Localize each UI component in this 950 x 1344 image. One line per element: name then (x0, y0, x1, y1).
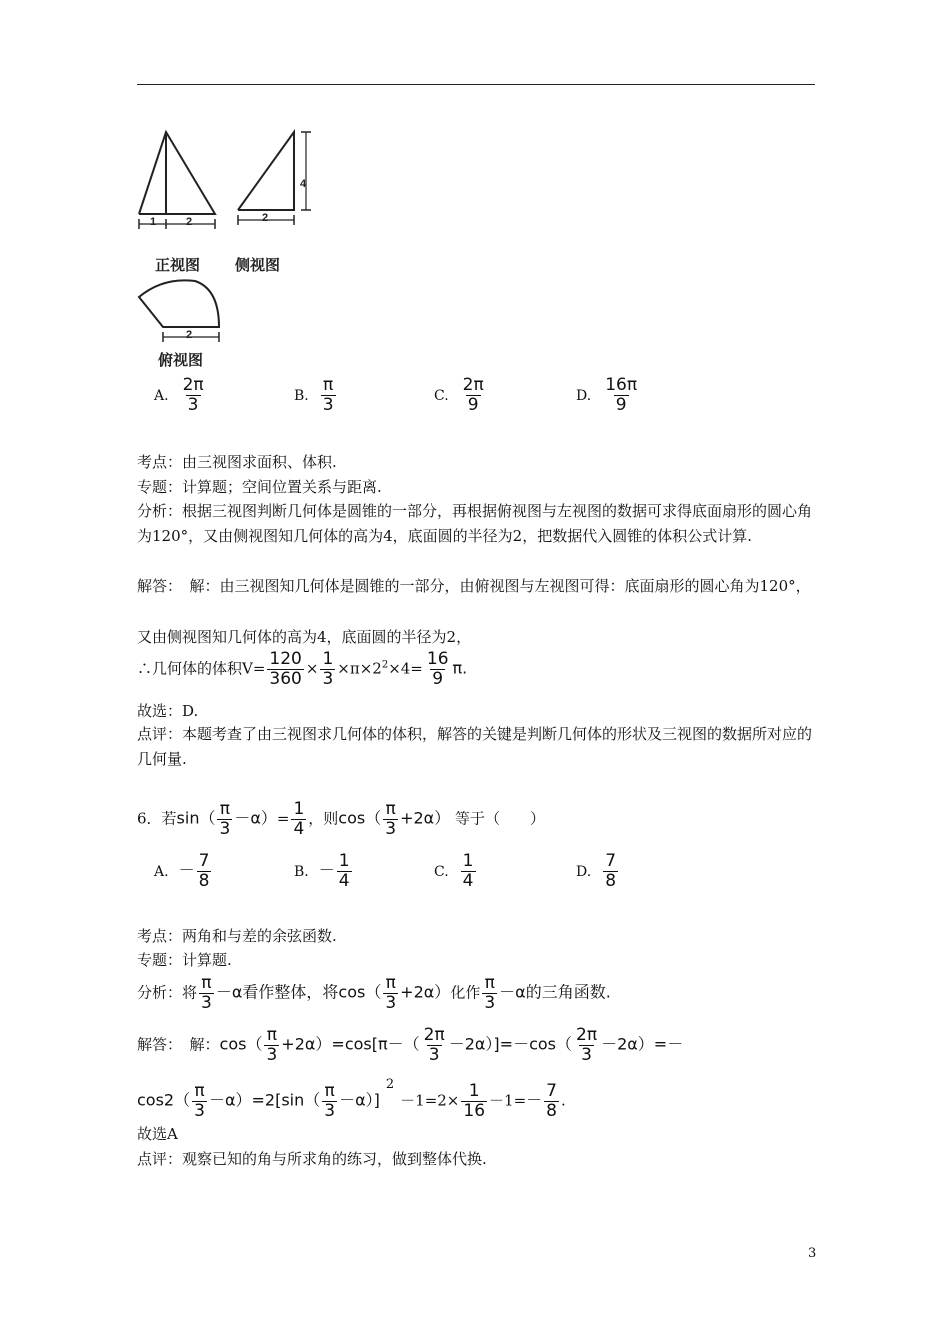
q6-option-b[interactable]: B. － $\frac{1}{4}$ (294, 851, 350, 891)
q5-dianping: 点评：本题考查了由三视图求几何体的体积，解答的关键是判断几何体的形状及三视图的数据所对应的几何量. (137, 725, 813, 768)
q6-kaodian: 考点：两角和与差的余弦函数. (137, 927, 337, 945)
q5-option-a[interactable]: A. $\frac{2\pi}{3}$ (154, 375, 204, 415)
q5-fenxi: 分析：根据三视图判断几何体是圆锥的一部分，再根据俯视图与左视图的数据可求得底面扇形的圆心角为120°，又由侧视图知几何体的高为4，底面圆的半径为2，把数据代入圆锥的体积公式计算. (137, 502, 813, 545)
side-view-label: 侧视图 (235, 256, 281, 274)
q6-option-a[interactable]: A. － $\frac{7}{8}$ (154, 851, 210, 891)
q5-option-b[interactable]: B. $\frac{\pi}{3}$ (294, 375, 334, 415)
top-view-label: 俯视图 (158, 351, 204, 369)
dim-front-1: 1 (150, 216, 157, 228)
q5-guxuan: 故选：D. (137, 702, 199, 720)
dim-top-2: 2 (186, 329, 193, 341)
q5-kaodian: 考点：由三视图求面积、体积. (137, 453, 337, 471)
q6-guxuan: 故选A (137, 1125, 178, 1143)
q6-option-d[interactable]: D. $\frac{7}{8}$ (576, 851, 617, 891)
header-rule (137, 84, 815, 85)
q5-option-d[interactable]: D. $\frac{16\pi}{9}$ (576, 375, 638, 415)
q5-volume-formula: ∴几何体的体积V= $\frac{120}{360}$ × $\frac{1}{3}$ $\times\pi\times 2^2\times 4=$ $\frac{16}{9}$ π. (137, 649, 468, 689)
q5-option-c[interactable]: C. $\frac{2\pi}{9}$ (434, 375, 484, 415)
dim-side-2: 2 (262, 212, 269, 224)
dim-side-4: 4 (300, 178, 307, 190)
q6-stem: 6．若sin（ $\frac{\pi}{3}$ －α）= $\frac{1}{4}$ ，则cos（ $\frac{\pi}{3}$ +2α） 等于（ ） (137, 799, 545, 839)
q5-line2: 又由侧视图知几何体的高为4，底面圆的半径为2， (137, 628, 472, 646)
front-view-figure (133, 128, 223, 248)
dim-front-2: 2 (186, 216, 193, 228)
q6-option-c[interactable]: C. $\frac{1}{4}$ (434, 851, 474, 891)
q6-fenxi: 分析：将 $\frac{\pi}{3}$ －α看作整体，将cos（ $\frac{\pi}{3}$ +2α）化作 $\frac{\pi}{3}$ －α的三角函数. (137, 973, 611, 1013)
q5-zhuanti: 专题：计算题；空间位置关系与距离. (137, 478, 382, 496)
q6-dianping: 点评：观察已知的角与所求角的练习，做到整体代换. (137, 1150, 487, 1168)
page-number: 3 (808, 1246, 817, 1261)
front-view-label: 正视图 (155, 256, 201, 274)
q5-jieda: 解答： 解：由三视图知几何体是圆锥的一部分，由俯视图与左视图可得：底面扇形的圆心角为120°， (137, 577, 811, 595)
q6-jieda-line1: 解答： 解：cos（ $\frac{\pi}{3}$ +2α）=cos[π－（ $\frac{2\pi}{3}$ －2α）]=－cos（ $\frac{2\pi}{3}$ －2α）=－ (137, 1025, 684, 1065)
q6-jieda-line2: cos2（ $\frac{\pi}{3}$ －α）=2[sin（ $\frac{\pi}{3}$ －α）]2－1=2× $\frac{1}{16}$ －1=－ $\frac{7}{8}$ . (137, 1076, 566, 1121)
q6-zhuanti: 专题：计算题. (137, 951, 232, 969)
top-view-figure (133, 275, 233, 355)
